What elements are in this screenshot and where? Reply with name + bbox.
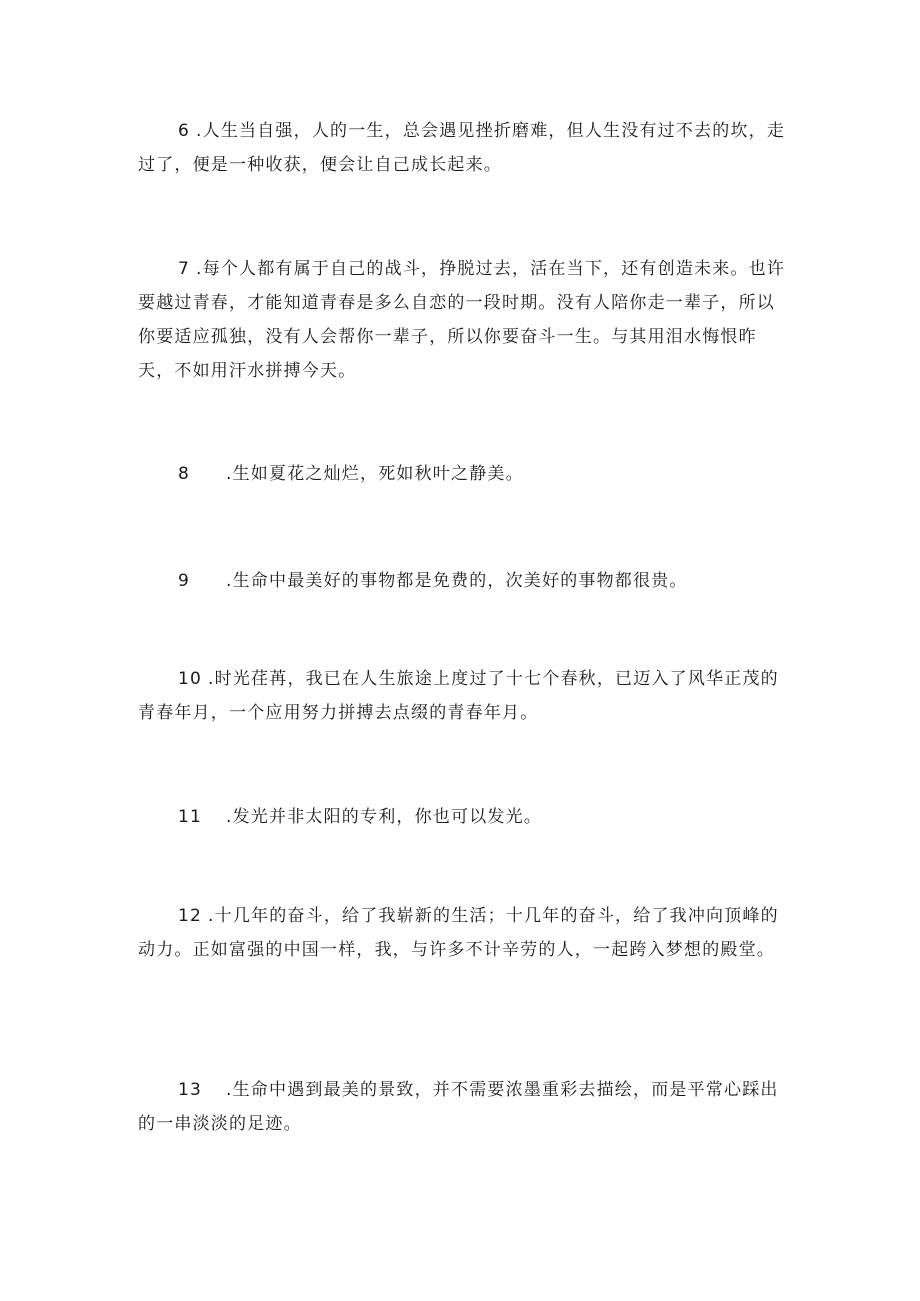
paragraph-10 [138, 662, 788, 730]
paragraph-8 [138, 457, 788, 491]
item-number: 8 [178, 464, 191, 484]
item-text: .每个人都有属于自己的战斗，挣脱过去，活在当下，还有创造未来。也许要越过青春，才能知道青春是多么自恋的一段时期。没有人陪你走一辈子，所以你要适应孤独，没有人会帮你一辈子，所以你要奋斗一生。与其用泪水悔恨昨天，不如用汗水拼搏今天。 [138, 259, 786, 381]
item-text: .十几年的奋斗，给了我崭新的生活；十几年的奋斗，给了我冲向顶峰的动力。正如富强的中国一样，我，与许多不计辛劳的人，一起跨入梦想的殿堂。 [138, 906, 779, 960]
item-text: .生命中最美好的事物都是免费的，次美好的事物都很贵。 [226, 571, 688, 591]
item-number: 13 [178, 1080, 203, 1100]
item-text: .发光并非太阳的专利，你也可以发光。 [226, 807, 543, 827]
item-number: 7 [178, 259, 191, 279]
item-number: 9 [178, 571, 191, 591]
paragraph-12 [138, 899, 788, 967]
item-text: .时光荏苒，我已在人生旅途上度过了十七个春秋，已迈入了风华正茂的青春年月，一个应用努力拼搏去点缀的青春年月。 [138, 669, 779, 723]
paragraph-7 [138, 252, 788, 388]
paragraph-11 [138, 800, 788, 834]
item-number: 10 [178, 669, 203, 689]
item-number: 11 [178, 807, 203, 827]
item-number: 12 [178, 906, 203, 926]
item-text: .生命中遇到最美的景致，并不需要浓墨重彩去描绘，而是平常心踩出的一串淡淡的足迹。 [138, 1080, 779, 1134]
item-text: .人生当自强，人的一生，总会遇见挫折磨难，但人生没有过不去的坎，走过了，便是一种收获，便会让自己成长起来。 [138, 121, 786, 175]
item-number: 6 [178, 121, 191, 141]
item-text: .生如夏花之灿烂，死如秋叶之静美。 [226, 464, 524, 484]
paragraph-6 [138, 114, 788, 182]
paragraph-9 [138, 564, 788, 598]
paragraph-13 [138, 1073, 788, 1141]
